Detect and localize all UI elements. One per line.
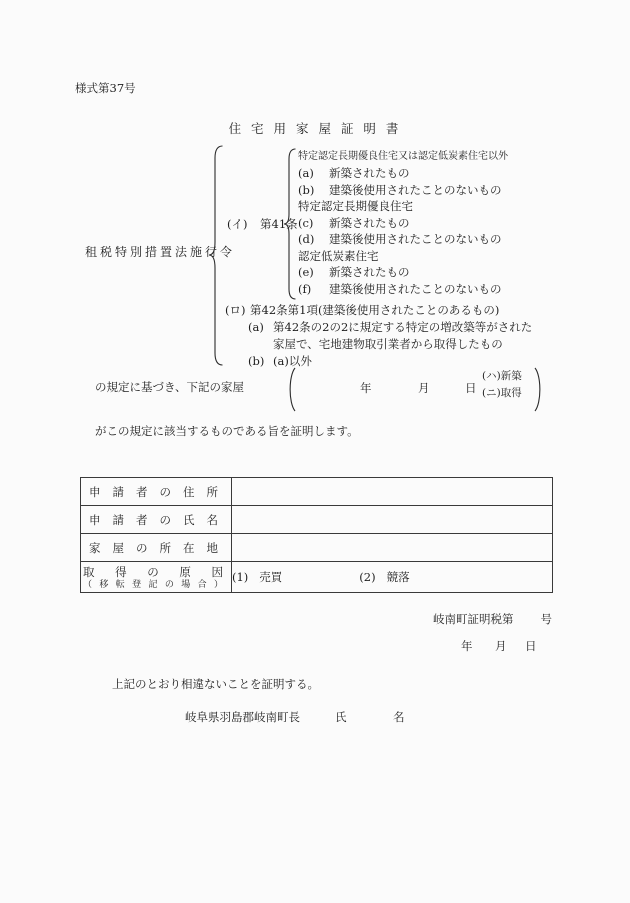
row-label: 申 請 者 の 住 所 (89, 484, 218, 499)
date-day-label: 日 (465, 381, 477, 395)
item-ro-line (225, 302, 532, 319)
sub-a-letter: (a) (248, 320, 264, 335)
acq-option1-num: (1) (232, 570, 249, 584)
footer-date-day: 日 (525, 639, 537, 653)
mayor-title: 岐阜県羽島郡岐南町長 (185, 710, 300, 724)
item-ro-article: 第42条第1項(建築後使用されたことのあるもの) (250, 303, 500, 317)
sub-a-text-line1: 第42条の2の2に規定する特定の増改築等がされた (273, 320, 533, 335)
date-paren-left (286, 367, 296, 412)
option-group-heading: 特定認定長期優良住宅又は認定低炭素住宅以外 (298, 151, 508, 162)
row-label: 申 請 者 の 氏 名 (89, 512, 218, 527)
option-line (298, 182, 508, 198)
option-text: 建築後使用されたことのないもの (329, 281, 502, 296)
attestation-line: 上記のとおり相違ないことを証明する。 (112, 677, 319, 691)
mayor-name-mei: 名 (393, 710, 405, 724)
applicant-name-cell (232, 506, 553, 534)
date-paren-right (534, 367, 544, 412)
item-i-article: 第41条 (260, 217, 298, 231)
certificate-number-line (433, 611, 552, 627)
table-row-address (81, 478, 553, 506)
certificate-number-suffix: 号 (540, 612, 552, 626)
option-text: 建築後使用されたことのないもの (329, 182, 502, 197)
option-ni-acquisition: (ニ)取得 (482, 387, 522, 399)
row-sublabel: （ 移 転 登 記 の 場 合 ） (83, 580, 223, 590)
mayor-name-shi: 氏 (335, 710, 347, 724)
option-letter: (b) (298, 182, 315, 197)
option-text: 新築されたもの (329, 215, 410, 230)
inner-brace (283, 148, 297, 300)
option-group-heading: 認定低炭素住宅 (298, 248, 379, 263)
option-line (298, 215, 508, 231)
table-row-house-location (81, 534, 553, 562)
row-label: 家 屋 の 所 在 地 (89, 540, 218, 555)
option-line (298, 281, 508, 297)
form-number: 様式第37号 (75, 81, 136, 95)
option-ha-new-construction: (ハ)新築 (482, 370, 522, 382)
item-ro-sub-a (248, 319, 532, 336)
date-year-label: 年 (360, 381, 372, 395)
sub-b-text: (a)以外 (273, 354, 312, 369)
date-month-label: 月 (418, 381, 430, 395)
footer-date-month: 月 (495, 639, 507, 653)
statement-line2: がこの規定に該当するものである旨を証明します。 (95, 424, 359, 438)
sub-a-text-line2: 家屋で、宅地建物取引業者から取得したもの (273, 337, 503, 352)
applicant-table (80, 477, 553, 593)
row-label: 取 得 の 原 因 (83, 565, 223, 579)
acq-option2-text: 競落 (386, 570, 410, 584)
option-group-heading: 特定認定長期優良住宅 (298, 199, 413, 214)
option-line (298, 264, 508, 280)
footer-date-year: 年 (461, 639, 473, 653)
statement-line1: の規定に基づき、下記の家屋 (95, 380, 245, 394)
option-line (298, 165, 508, 181)
option-line (298, 231, 508, 247)
option-letter: (a) (298, 166, 314, 181)
option-text: 建築後使用されたことのないもの (329, 232, 502, 247)
item-i-label: (イ) (227, 217, 248, 231)
outer-brace (208, 145, 224, 366)
table-row-name (81, 506, 553, 534)
applicant-address-cell (232, 478, 553, 506)
option-text: 新築されたもの (329, 265, 410, 280)
item-ro-label: (ロ) (225, 303, 246, 317)
house-location-cell (232, 534, 553, 562)
option-letter: (d) (298, 232, 315, 247)
page-title: 住 宅 用 家 屋 証 明 書 (228, 121, 402, 136)
item-ro-block (225, 302, 532, 370)
article41-options (298, 149, 508, 297)
option-letter: (f) (298, 281, 312, 296)
acq-option2-num: (2) (359, 570, 376, 584)
acquisition-cause-cell (232, 562, 553, 593)
option-letter: (c) (298, 215, 314, 230)
acq-option1-text: 売買 (259, 570, 283, 584)
table-row-acquisition-cause (81, 562, 553, 593)
certificate-number-prefix: 岐南町証明税第 (433, 612, 514, 626)
sub-b-letter: (b) (248, 354, 265, 369)
law-name: 租税特別措置法施行令 (85, 245, 236, 259)
option-letter: (e) (298, 265, 314, 280)
option-text: 新築されたもの (329, 166, 410, 181)
